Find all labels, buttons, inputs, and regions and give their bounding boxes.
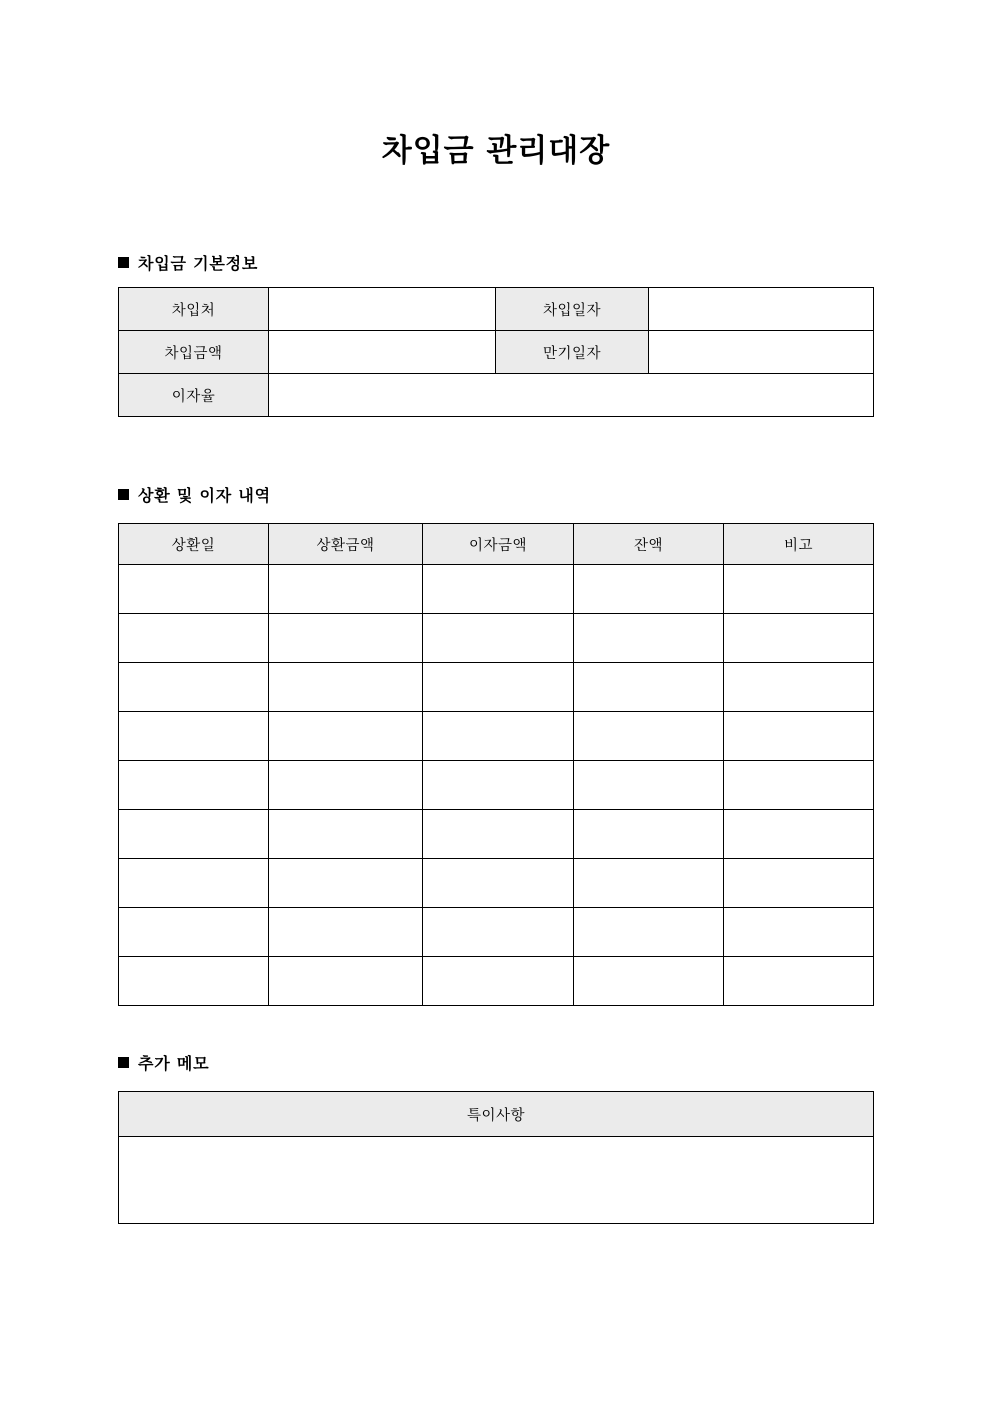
cell-remarks[interactable] [724, 761, 874, 810]
cell-remarks[interactable] [724, 712, 874, 761]
column-header-balance: 잔액 [574, 524, 724, 565]
cell-balance[interactable] [574, 908, 724, 957]
cell-repayment-amount[interactable] [269, 957, 423, 1006]
page-title: 차입금 관리대장 [381, 133, 611, 169]
table-row [119, 810, 874, 859]
cell-repayment-amount[interactable] [269, 761, 423, 810]
cell-repayment-amount[interactable] [269, 663, 423, 712]
section-heading-basic-info [118, 251, 258, 274]
field-interest-rate-value[interactable] [269, 374, 874, 417]
table-row [119, 761, 874, 810]
table-header-row [119, 524, 874, 565]
table-row [119, 565, 874, 614]
column-header-repayment-date: 상환일 [119, 524, 269, 565]
table-row [119, 859, 874, 908]
cell-interest-amount[interactable] [423, 761, 574, 810]
cell-balance[interactable] [574, 859, 724, 908]
cell-balance[interactable] [574, 565, 724, 614]
cell-repayment-amount[interactable] [269, 565, 423, 614]
cell-repayment-amount[interactable] [269, 908, 423, 957]
label-maturity-date: 만기일자 [496, 331, 649, 374]
cell-interest-amount[interactable] [423, 908, 574, 957]
label-borrow-date: 차입일자 [496, 288, 649, 331]
section-heading-basic-info-label: 차입금 기본정보 [138, 254, 259, 273]
column-header-interest-amount: 이자금액 [423, 524, 574, 565]
cell-repayment-date[interactable] [119, 614, 269, 663]
section-heading-repayment-label: 상환 및 이자 내역 [138, 486, 271, 505]
cell-repayment-amount[interactable] [269, 859, 423, 908]
cell-repayment-date[interactable] [119, 810, 269, 859]
field-lender-value[interactable] [269, 288, 496, 331]
cell-interest-amount[interactable] [423, 663, 574, 712]
table-row [119, 712, 874, 761]
cell-interest-amount[interactable] [423, 810, 574, 859]
section-heading-repayment [118, 483, 271, 506]
cell-remarks[interactable] [724, 810, 874, 859]
cell-remarks[interactable] [724, 614, 874, 663]
cell-repayment-date[interactable] [119, 712, 269, 761]
table-row [119, 908, 874, 957]
label-borrow-amount: 차입금액 [119, 331, 269, 374]
table-row [119, 957, 874, 1006]
table-row [119, 614, 874, 663]
cell-repayment-amount[interactable] [269, 614, 423, 663]
section-heading-memo-label: 추가 메모 [138, 1054, 210, 1073]
table-header-row [119, 1092, 874, 1137]
table-row [119, 288, 874, 331]
cell-interest-amount[interactable] [423, 565, 574, 614]
square-bullet-icon [118, 1057, 129, 1068]
column-header-special-notes: 특이사항 [119, 1092, 874, 1137]
field-borrow-date-value[interactable] [649, 288, 874, 331]
cell-remarks[interactable] [724, 957, 874, 1006]
field-memo-body[interactable] [119, 1137, 874, 1224]
field-borrow-amount-value[interactable] [269, 331, 496, 374]
cell-interest-amount[interactable] [423, 614, 574, 663]
cell-balance[interactable] [574, 712, 724, 761]
field-maturity-date-value[interactable] [649, 331, 874, 374]
column-header-repayment-amount: 상환금액 [269, 524, 423, 565]
table-row [119, 663, 874, 712]
cell-balance[interactable] [574, 810, 724, 859]
cell-repayment-date[interactable] [119, 565, 269, 614]
cell-remarks[interactable] [724, 663, 874, 712]
cell-interest-amount[interactable] [423, 957, 574, 1006]
square-bullet-icon [118, 489, 129, 500]
cell-balance[interactable] [574, 614, 724, 663]
repayment-table [118, 523, 874, 1006]
cell-balance[interactable] [574, 663, 724, 712]
cell-balance[interactable] [574, 761, 724, 810]
square-bullet-icon [118, 257, 129, 268]
cell-repayment-amount[interactable] [269, 810, 423, 859]
cell-repayment-date[interactable] [119, 957, 269, 1006]
cell-remarks[interactable] [724, 859, 874, 908]
label-interest-rate: 이자율 [119, 374, 269, 417]
column-header-remarks: 비고 [724, 524, 874, 565]
cell-remarks[interactable] [724, 565, 874, 614]
cell-repayment-date[interactable] [119, 663, 269, 712]
table-row [119, 374, 874, 417]
basic-info-table [118, 287, 874, 417]
table-row [119, 331, 874, 374]
section-heading-memo [118, 1051, 209, 1074]
cell-repayment-date[interactable] [119, 908, 269, 957]
memo-table [118, 1091, 874, 1224]
cell-repayment-date[interactable] [119, 761, 269, 810]
cell-remarks[interactable] [724, 908, 874, 957]
table-row [119, 1137, 874, 1224]
label-lender: 차입처 [119, 288, 269, 331]
cell-interest-amount[interactable] [423, 712, 574, 761]
cell-interest-amount[interactable] [423, 859, 574, 908]
cell-balance[interactable] [574, 957, 724, 1006]
cell-repayment-date[interactable] [119, 859, 269, 908]
cell-repayment-amount[interactable] [269, 712, 423, 761]
